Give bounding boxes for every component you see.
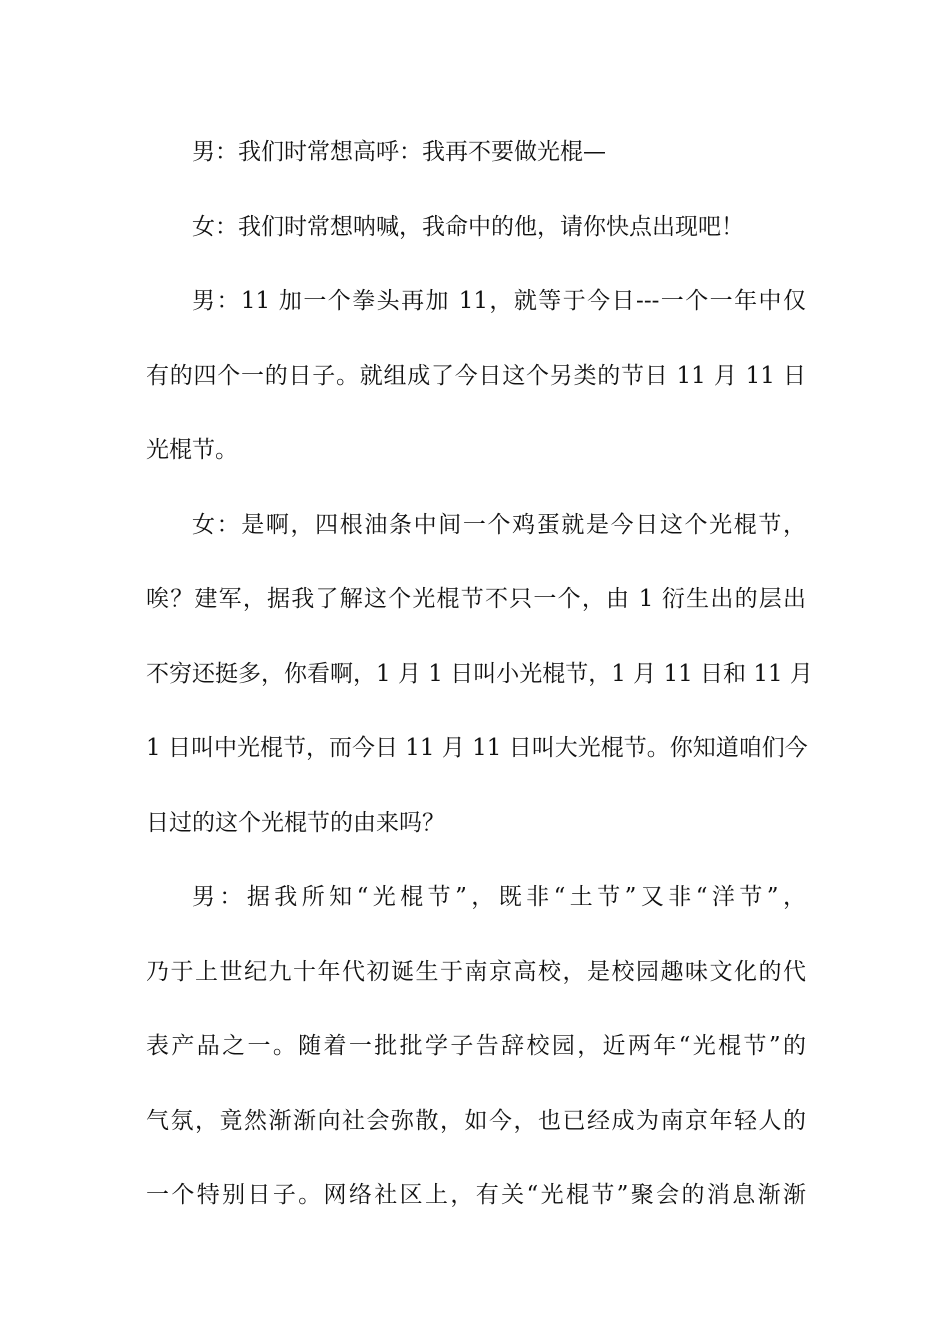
text-line-12: 乃于上世纪九十年代初诞生于南京高校，是校园趣味文化的代 [146,959,806,985]
text-line-1: 男：我们时常想高呼：我再不要做光棍— [192,139,606,165]
text-line-8: 不穷还挺多，你看啊，1 月 1 日叫小光棍节，1 月 11 日和 11 月 [146,661,813,687]
text-line-2: 女：我们时常想呐喊，我命中的他，请你快点出现吧！ [192,214,744,240]
text-line-11: 男：据我所知“光棍节”，既非“土节”又非“洋节”， [192,884,806,910]
text-line-14: 气氛，竟然渐渐向社会弥散，如今，也已经成为南京年轻人的 [146,1108,806,1134]
text-line-3: 男：11 加一个拳头再加 11，就等于今日---一个一年中仅 [192,288,806,314]
text-line-6: 女：是啊，四根油条中间一个鸡蛋就是今日这个光棍节， [192,512,806,538]
text-line-5: 光棍节。 [146,437,238,463]
text-line-15: 一个特别日子。网络社区上，有关“光棍节”聚会的消息渐渐 [146,1182,806,1208]
text-line-13: 表产品之一。随着一批批学子告辞校园，近两年“光棍节”的 [146,1033,806,1059]
text-line-4: 有的四个一的日子。就组成了今日这个另类的节日 11 月 11 日 [146,363,806,389]
text-line-9: 1 日叫中光棍节，而今日 11 月 11 日叫大光棍节。你知道咱们今 [146,735,808,761]
text-line-7: 唉？建军，据我了解这个光棍节不只一个，由 1 衍生出的层出 [146,586,806,612]
text-line-10: 日过的这个光棍节的由来吗？ [146,810,445,836]
